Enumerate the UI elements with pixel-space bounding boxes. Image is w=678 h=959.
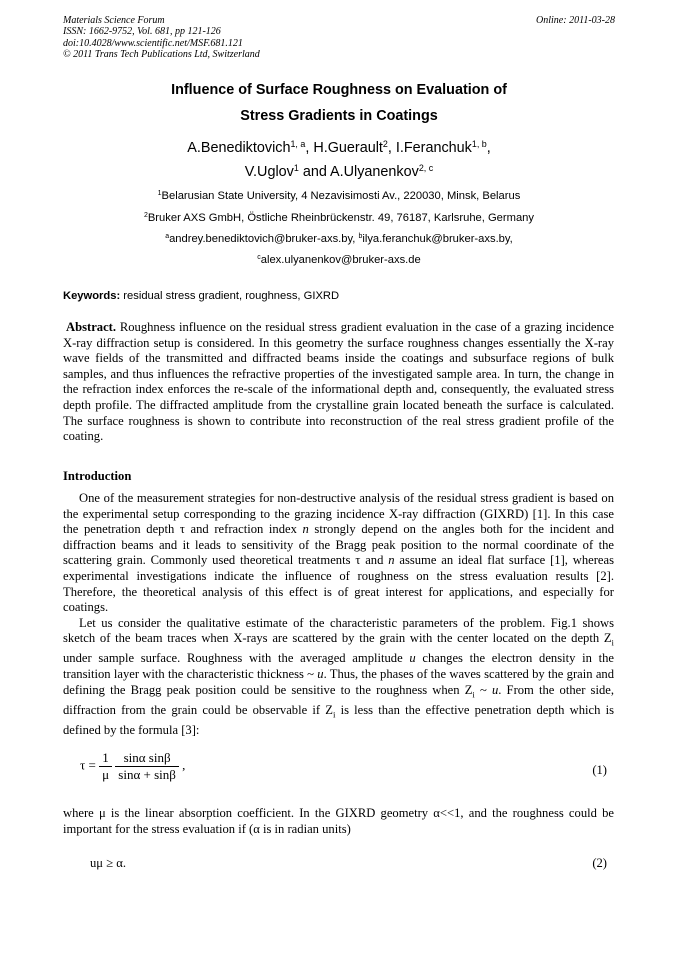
affiliation-text: Bruker AXS GmbH, Östliche Rheinbrückenstr. 49, 76187, Karlsruhe, Germany xyxy=(147,212,534,224)
paper-title-line-1: Influence of Surface Roughness on Evaluation of xyxy=(171,82,507,98)
symbol-u: u xyxy=(491,682,499,697)
text-run: Let us consider the qualitative estimate of the characteristic parameters of the problem. Fig.1 shows sketch of the beam traces when X-rays are scattered by the grain with the center located on the depth Z xyxy=(63,615,614,646)
equation-number-1: (1) xyxy=(592,763,607,777)
text-run: is less than the effective penetration depth which is defined by the formula [3]: xyxy=(63,702,615,737)
author-sup: 1, b xyxy=(471,139,487,150)
author-sup: 1 xyxy=(293,163,299,174)
email-sup: a xyxy=(165,233,170,241)
fraction-numerator: sinα sinβ xyxy=(115,750,179,767)
paragraph-2 xyxy=(63,616,614,739)
text-run: One of the measurement strategies for non-destructive analysis of the residual stress gradient is based on the experimental setup corresponding to the grazing incidence X-ray diffraction (GIXRD) [1]. In this case the penetration depth τ and refraction index xyxy=(63,491,614,537)
symbol-u: u xyxy=(317,667,324,682)
symbol-n: n xyxy=(302,522,309,537)
author-line-2 xyxy=(0,164,678,180)
keywords-text: residual stress gradient, roughness, GIXRD xyxy=(120,290,340,302)
author-name: A.Benediktovich xyxy=(187,140,291,156)
author-name: , I.Feranchuk xyxy=(387,140,472,156)
paper-title-line-2: Stress Gradients in Coatings xyxy=(240,108,438,124)
email-sup: b xyxy=(358,233,363,241)
author-line-1 xyxy=(0,140,678,156)
email-link[interactable]: andrey.benediktovich@bruker-axs.by, xyxy=(169,233,359,245)
text-run: strongly depend on the angles both for the incident and diffraction beams and it leads to sensitivity of the Bragg peak position to the normal coordinate of the scattering grain. Commonly used theoretical treatments τ and xyxy=(63,522,615,568)
email-link[interactable]: ilya.feranchuk@bruker-axs.by, xyxy=(362,233,513,245)
fraction-numerator: 1 xyxy=(99,750,112,767)
equation-number-2: (2) xyxy=(592,856,607,870)
author-sup: 1, a xyxy=(290,139,306,150)
subscript-i: i xyxy=(611,637,614,648)
text-run: assume an ideal flat surface [1], whereas experimental investigations indicate the influence of roughness on the stress evaluation results [2]. Therefore, the theoretical analysis of this effect is of great interest for applications, and especially for coatings. xyxy=(63,553,614,615)
affiliation-sup: 1 xyxy=(157,190,162,198)
online-date: Online: 2011-03-28 xyxy=(536,15,615,26)
introduction-body xyxy=(63,491,614,738)
author-name: , H.Guerault xyxy=(305,140,383,156)
symbol-u: u xyxy=(409,651,416,666)
abstract xyxy=(63,320,614,445)
journal-issn: ISSN: 1662-9752, Vol. 681, pp 121-126 xyxy=(63,26,221,38)
author-name: and A.Ulyanenkov xyxy=(298,164,419,180)
journal-header xyxy=(63,15,260,60)
journal-doi: doi:10.4028/www.scientific.net/MSF.681.121 xyxy=(63,37,243,49)
journal-name: Materials Science Forum xyxy=(63,15,165,26)
paragraph-after-eq1: where μ is the linear absorption coefficient. In the GIXRD geometry α<<1, and the roughness could be important for the stress evaluation if (α is in radian units) xyxy=(63,806,614,836)
fraction-1 xyxy=(99,750,112,783)
text-run: changes the electron density in the transition layer with the characteristic thickness ~ xyxy=(63,651,615,682)
fraction-denominator: sinα + sinβ xyxy=(118,767,176,782)
author-sep: , xyxy=(486,140,491,156)
author-sup: 2, c xyxy=(418,163,434,174)
email-line-1 xyxy=(0,233,678,245)
equation-2: uμ ≥ α. xyxy=(90,856,127,870)
keywords-label: Keywords: xyxy=(63,290,121,302)
email-sup: c xyxy=(257,254,261,262)
equation-tail: , xyxy=(182,757,186,773)
email-line-2 xyxy=(0,254,678,266)
section-heading-introduction: Introduction xyxy=(63,469,132,483)
author-sup: 2 xyxy=(382,139,388,150)
affiliation-text: Belarusian State University, 4 Nezavisimosti Av., 220030, Minsk, Belarus xyxy=(161,190,521,202)
subscript-i: i xyxy=(472,689,475,700)
fraction-2 xyxy=(115,750,179,783)
symbol-n: n xyxy=(388,553,395,568)
equation-lhs: τ = xyxy=(80,757,96,773)
paragraph-1 xyxy=(63,491,614,616)
affiliation-2 xyxy=(0,212,678,224)
text-run: . Thus, the phases of the waves scattered by the grain and defining the Bragg peak position could be sensitive to the roughness when Z xyxy=(63,667,614,697)
author-name: V.Uglov xyxy=(244,164,294,180)
keywords xyxy=(63,290,339,302)
affiliation-sup: 2 xyxy=(143,212,148,220)
equation-1 xyxy=(80,750,185,783)
affiliation-1 xyxy=(0,190,678,202)
journal-copyright: © 2011 Trans Tech Publications Ltd, Switzerland xyxy=(63,48,260,60)
abstract-text: Roughness influence on the residual stress gradient evaluation in the case of a grazing incidence X-ray diffraction setup is considered. In this geometry the surface roughness changes essentially the X-ray wave fields of the transmitted and diffracted beams inside the coatings and subsurface regions of bulk samples, and thus influences the refractive properties of the investigated sample area. In turn, the change in the refraction index enforces the re-scale of the informational depth and, consequently, the evaluated stress depth profile. The diffracted amplitude from the crystalline grain located beneath the surface is calculated. The surface roughness is shown to contribute into reconstruction of the real stress gradient profile of the coating. xyxy=(63,320,614,444)
subscript-i: i xyxy=(332,709,336,720)
text-run: ~ xyxy=(474,682,492,697)
email-link[interactable]: alex.ulyanenkov@bruker-axs.de xyxy=(260,254,421,266)
text-run: under sample surface. Roughness with the averaged amplitude xyxy=(63,651,410,666)
text-run: . From the other side, diffraction from the grain could be observable if Z xyxy=(63,682,614,717)
fraction-denominator: μ xyxy=(102,767,110,782)
abstract-label: Abstract. xyxy=(66,320,117,334)
